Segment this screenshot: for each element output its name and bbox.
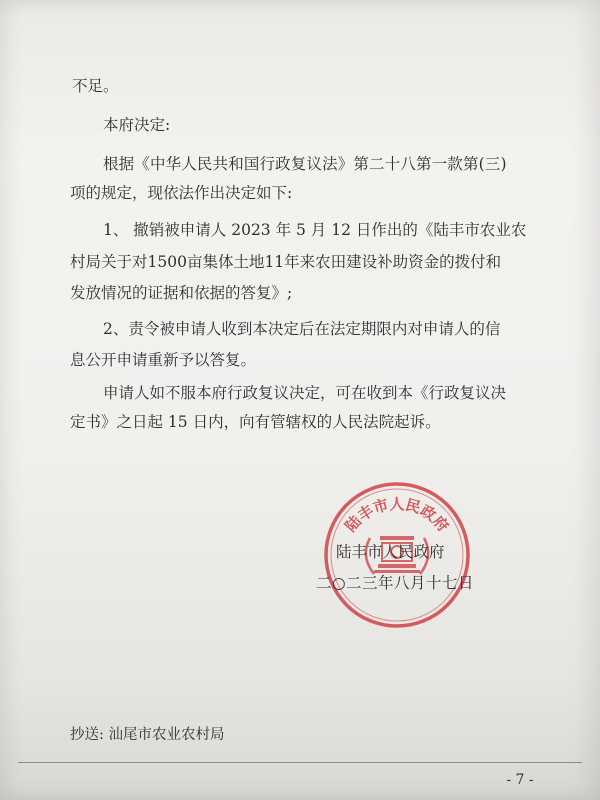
issue-date: 二○二三年八月十七日: [316, 574, 475, 592]
page-number: - 7 -: [506, 772, 534, 788]
decision-heading: 本府决定:: [103, 116, 171, 134]
body-line-1: 不足。: [72, 77, 119, 95]
body-line-4: 项的规定，现依法作出决定如下:: [70, 184, 293, 202]
decision-item-1-line-3: 发放情况的证据和依据的答复》;: [70, 284, 293, 302]
footer-divider: [18, 762, 582, 763]
decision-item-1-line-1: 1、 撤销被申请人 2023 年 5 月 12 日作出的《陆丰市农业农: [103, 221, 527, 239]
issuer-signature: 陆丰市人民政府: [336, 543, 445, 561]
body-line-3: 根据《中华人民共和国行政复议法》第二十八第一款第(三): [103, 155, 507, 173]
decision-item-1-line-2: 村局关于对1500亩集体土地11年来农田建设补助资金的拨付和: [70, 253, 502, 271]
appeal-line-2: 定书》之日起 15 日内，向有管辖权的人民法院起诉。: [70, 413, 441, 431]
decision-item-2-line-2: 息公开申请重新予以答复。: [70, 351, 257, 369]
decision-item-2-line-1: 2、责令被申请人收到本决定后在法定期限内对申请人的信: [103, 320, 501, 338]
appeal-line-1: 申请人如不服本府行政复议决定，可在收到本《行政复议决: [103, 384, 507, 402]
seal-text: 陆丰市人民政府: [341, 495, 453, 536]
cc-line: 抄送: 汕尾市农业农村局: [70, 727, 225, 743]
